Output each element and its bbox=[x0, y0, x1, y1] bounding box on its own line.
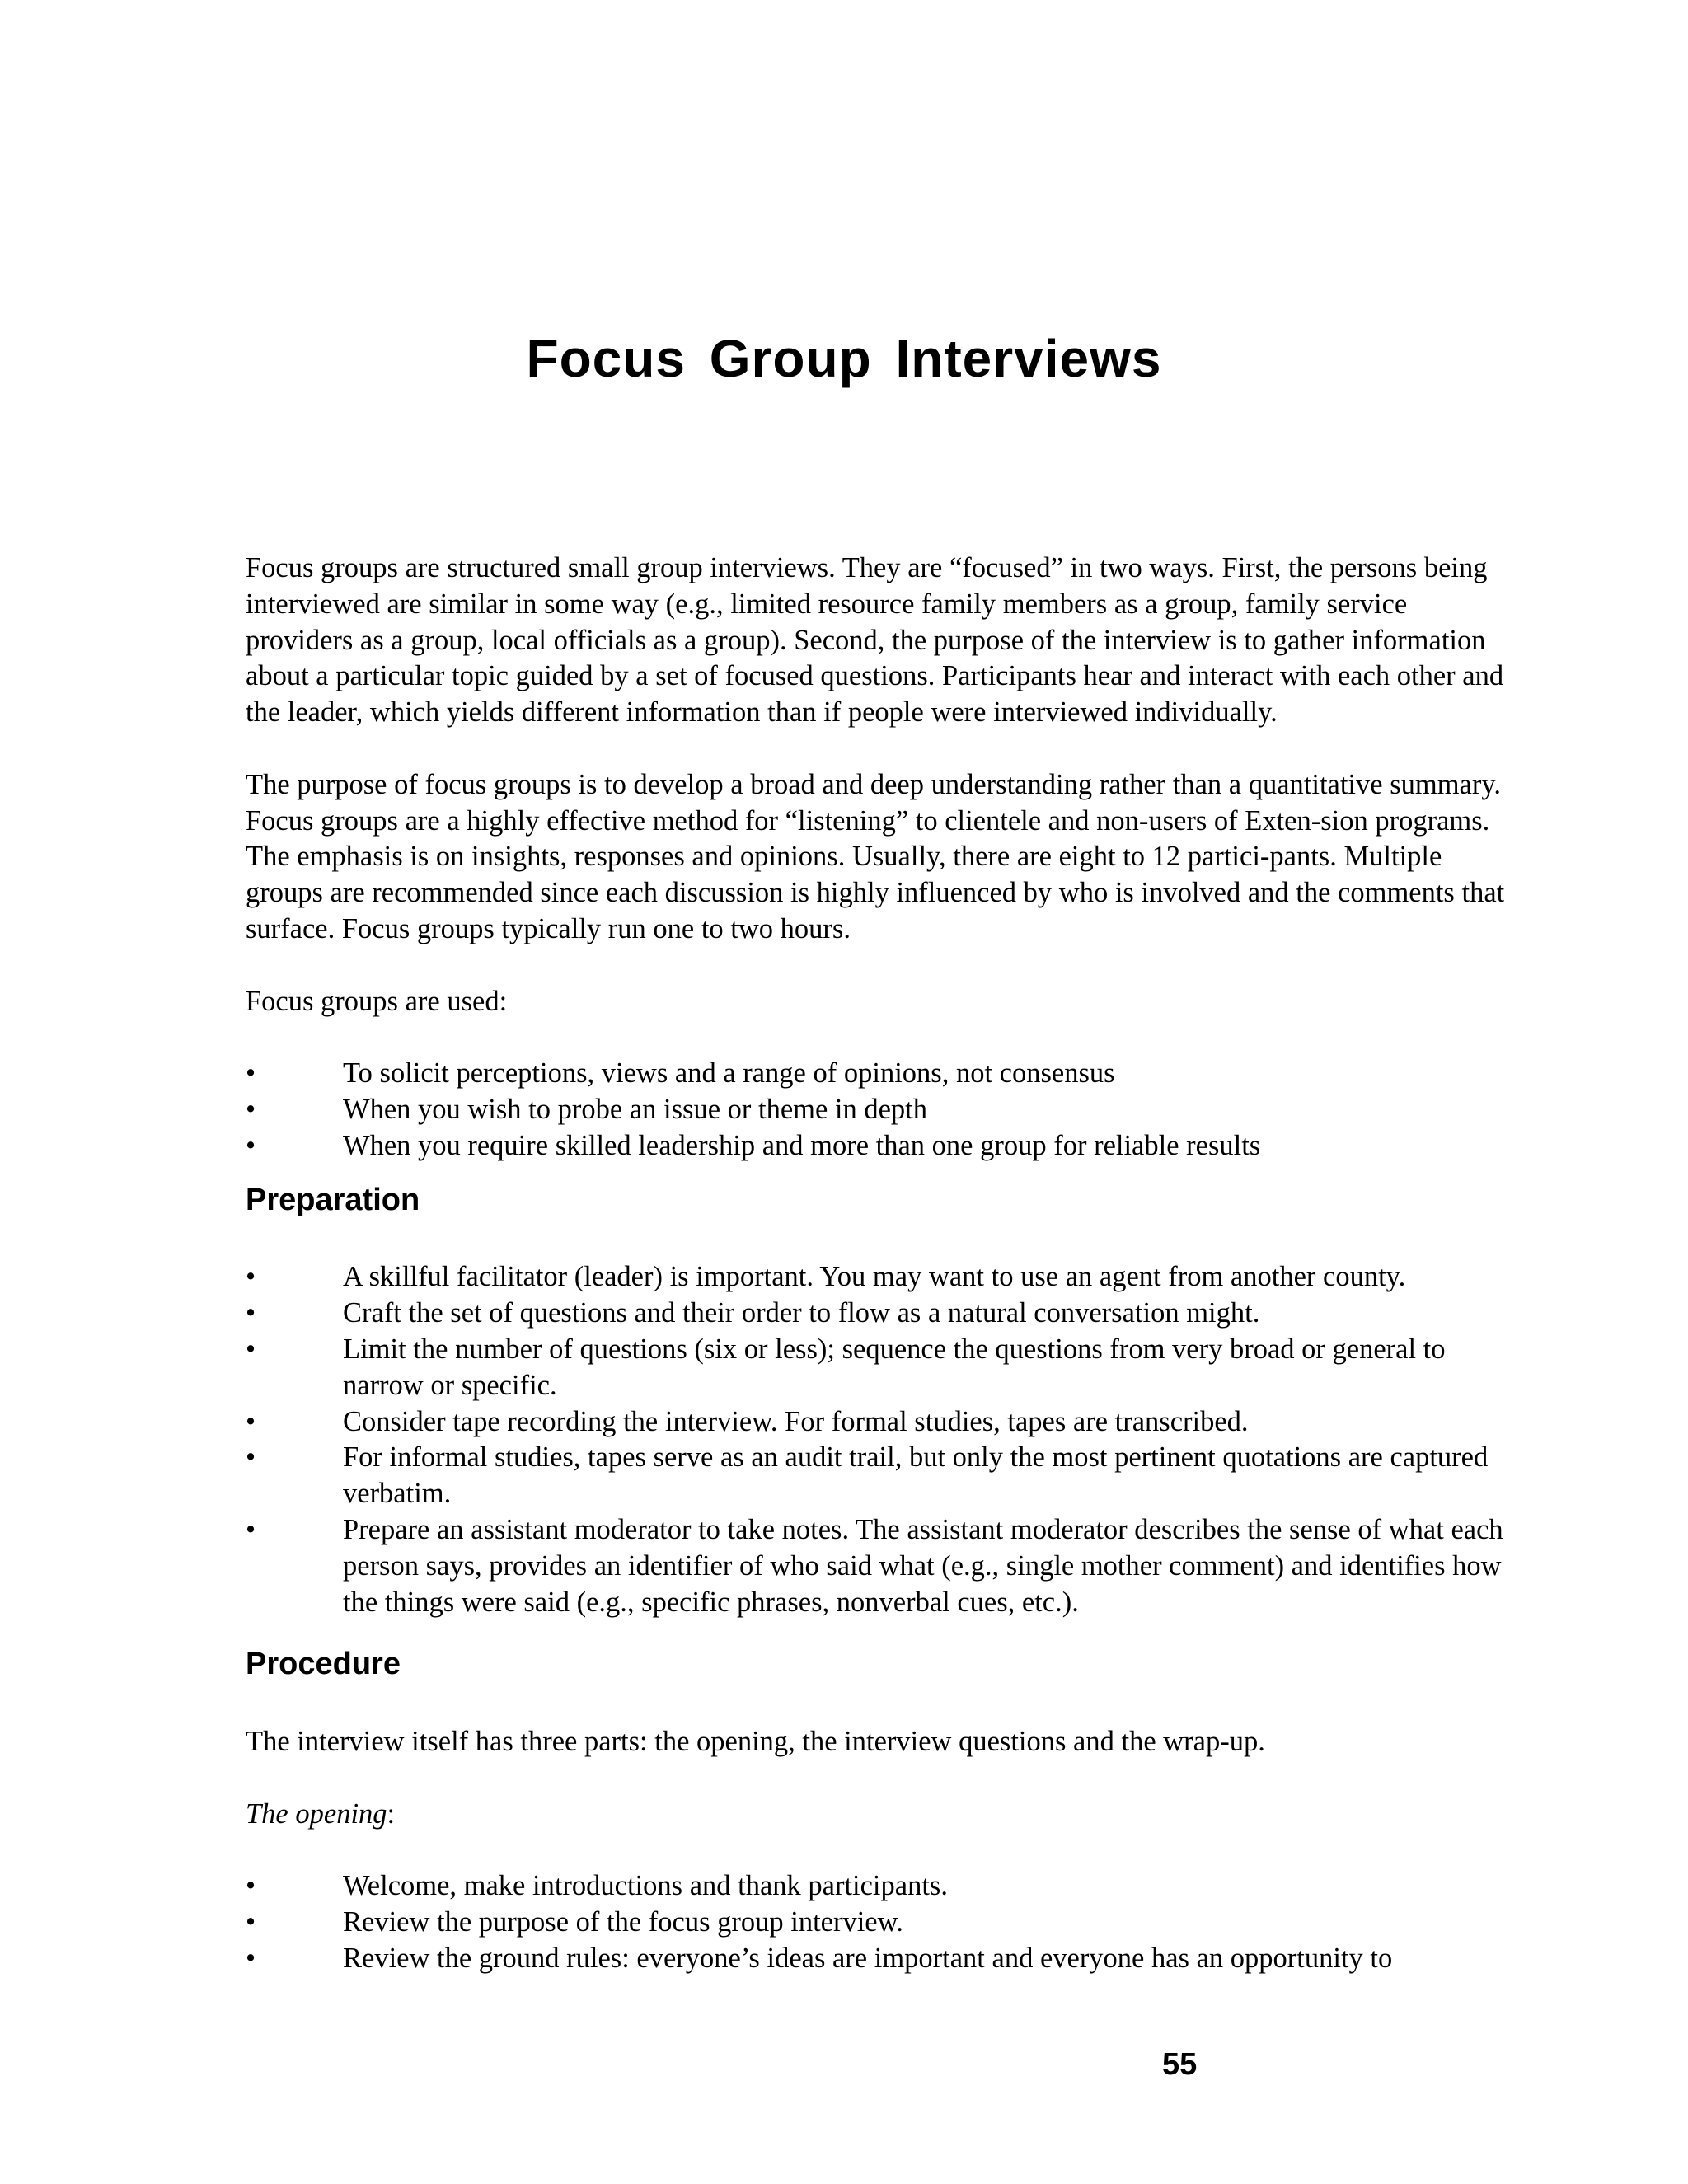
opening-label-text: The opening bbox=[246, 1797, 387, 1830]
preparation-list bbox=[246, 1259, 1515, 1620]
procedure-intro: The interview itself has three parts: the opening, the interview questions and the wrap-up. bbox=[246, 1726, 1265, 1758]
list-item bbox=[246, 1868, 1515, 1905]
list-item-text: For informal studies, tapes serve as an audit trail, but only the most pertinent quotations are captured verbatim. bbox=[343, 1441, 1489, 1510]
list-item bbox=[246, 1092, 1515, 1128]
list-item-text: A skillful facilitator (leader) is important. You may want to use an agent from another county. bbox=[343, 1261, 1406, 1293]
bullet-icon: • bbox=[246, 1129, 256, 1161]
list-item-text: When you require skilled leadership and more than one group for reliable results bbox=[343, 1129, 1261, 1161]
bullet-icon: • bbox=[246, 1441, 256, 1474]
intro-paragraph-1: Focus groups are structured small group interviews. They are “focused” in two ways. First, the persons being interviewed are similar in some way (e.g., limited resource family members as a group, family service providers as a group, local officials as a group). Second, the purpose of the interview is to gather information about a particular topic guided by a set of focused questions. Participants hear and interact with each other and the leader, which yields different information than if people were interviewed individually. bbox=[246, 552, 1504, 729]
bullet-icon: • bbox=[246, 1405, 256, 1437]
list-item bbox=[246, 1128, 1515, 1165]
list-item bbox=[246, 1296, 1515, 1332]
bullet-icon: • bbox=[246, 1870, 256, 1902]
bullet-icon: • bbox=[246, 1057, 256, 1090]
list-item bbox=[246, 1512, 1515, 1620]
bullet-icon: • bbox=[246, 1093, 256, 1125]
bullet-icon: • bbox=[246, 1333, 256, 1365]
opening-list bbox=[246, 1868, 1515, 1976]
list-item bbox=[246, 1905, 1515, 1941]
list-item-text: Review the purpose of the focus group interview. bbox=[343, 1906, 903, 1938]
page-title: Focus Group Interviews bbox=[526, 329, 1162, 388]
list-item-text: Prepare an assistant moderator to take notes. The assistant moderator describes the sense of what each person says, provides an identifier of who said what (e.g., single mother comment) and identifies how the things were said (e.g., specific phrases, nonverbal cues, etc.). bbox=[343, 1513, 1503, 1618]
list-item bbox=[246, 1056, 1515, 1092]
document-body bbox=[246, 551, 1515, 1977]
uses-list bbox=[246, 1056, 1515, 1164]
list-item-text: Consider tape recording the interview. For formal studies, tapes are transcribed. bbox=[343, 1405, 1249, 1437]
preparation-heading: Preparation bbox=[246, 1182, 420, 1217]
list-item bbox=[246, 1941, 1515, 1977]
list-item-text: When you wish to probe an issue or theme in depth bbox=[343, 1093, 928, 1125]
list-item bbox=[246, 1404, 1515, 1441]
bullet-icon: • bbox=[246, 1513, 256, 1545]
list-item bbox=[246, 1259, 1515, 1296]
procedure-heading: Procedure bbox=[246, 1647, 401, 1682]
bullet-icon: • bbox=[246, 1297, 256, 1329]
list-item-text: Craft the set of questions and their order to flow as a natural conversation might. bbox=[343, 1297, 1260, 1329]
list-item bbox=[246, 1332, 1515, 1404]
page-number: 55 bbox=[1162, 2047, 1198, 2082]
bullet-icon: • bbox=[246, 1942, 256, 1974]
intro-paragraph-2: The purpose of focus groups is to develop a broad and deep understanding rather than a quantitative summary. Focus groups are a highly effective method for “listening” to clientele and non-users of Exten-sion programs. The emphasis is on insights, responses and opinions. Usually, there are eight to 12 partici-pants. Multiple groups are recommended since each discussion is highly influenced by who is involved and the comments that surface. Focus groups typically run one to two hours. bbox=[246, 768, 1505, 944]
list-item-text: Welcome, make introductions and thank participants. bbox=[343, 1870, 948, 1902]
uses-intro: Focus groups are used: bbox=[246, 985, 508, 1017]
bullet-icon: • bbox=[246, 1261, 256, 1293]
list-item-text: To solicit perceptions, views and a range of opinions, not consensus bbox=[343, 1057, 1115, 1090]
opening-label-colon: : bbox=[387, 1797, 396, 1830]
list-item-text: Limit the number of questions (six or less); sequence the questions from very broad or general to narrow or specific. bbox=[343, 1333, 1446, 1401]
bullet-icon: • bbox=[246, 1906, 256, 1938]
list-item bbox=[246, 1440, 1515, 1512]
list-item-text: Review the ground rules: everyone’s ideas are important and everyone has an opportunity to bbox=[343, 1942, 1393, 1974]
opening-label bbox=[246, 1797, 1515, 1833]
